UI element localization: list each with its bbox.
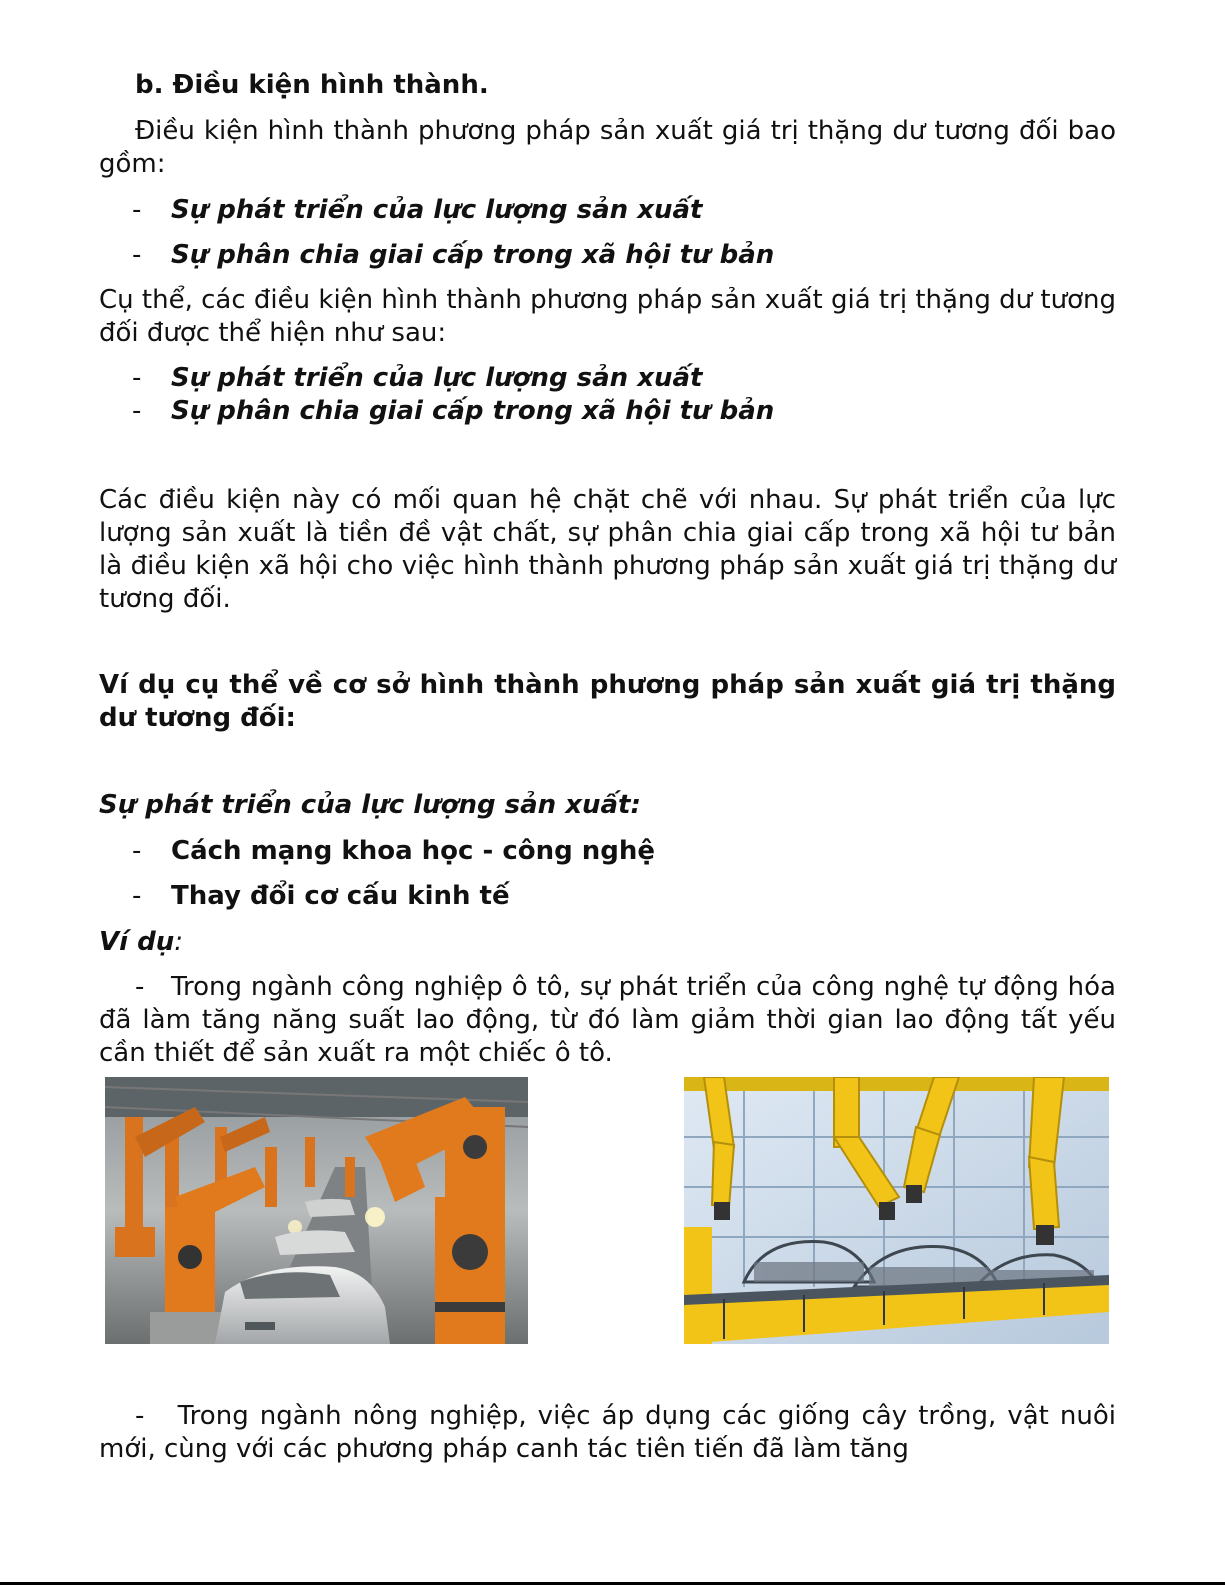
orange-robot-factory-image	[105, 1077, 528, 1344]
section-heading: b. Điều kiện hình thành.	[135, 70, 489, 100]
yellow-robot-assembly-image	[684, 1077, 1109, 1344]
orange-robot-factory-illustration	[105, 1077, 528, 1344]
bullet-dash: -	[132, 195, 142, 225]
example-text: Trong ngành công nghiệp ô tô, sự phát triển của công nghệ tự động hóa đã làm tăng năng suất lao động, từ đó làm giảm thời gian lao động tất yếu cần thiết để sản xuất ra một chiếc ô tô.	[99, 972, 1116, 1068]
detail-paragraph: Cụ thể, các điều kiện hình thành phương pháp sản xuất giá trị thặng dư tương đối được thể hiện như sau:	[99, 285, 1116, 348]
intro-paragraph: Điều kiện hình thành phương pháp sản xuất giá trị thặng dư tương đối bao gồm:	[99, 116, 1116, 179]
example-paragraph-automotive	[99, 971, 1116, 1070]
bullet-dash: -	[132, 363, 142, 393]
relation-paragraph: Các điều kiện này có mối quan hệ chặt chẽ với nhau. Sự phát triển của lực lượng sản xuất là tiền đề vật chất, sự phân chia giai cấp trong xã hội tư bản là điều kiện xã hội cho việc hình thành phương pháp sản xuất giá trị thặng dư tương đối.	[99, 485, 1116, 614]
bullet-dash: -	[135, 972, 145, 1002]
yellow-robot-assembly-illustration	[684, 1077, 1109, 1344]
list-item-text: Sự phát triển của lực lượng sản xuất	[171, 195, 703, 225]
list-item-text: Thay đổi cơ cấu kinh tế	[171, 881, 510, 911]
example-paragraph-agriculture	[99, 1400, 1116, 1466]
list-item-text: Sự phân chia giai cấp trong xã hội tư bản	[171, 240, 775, 270]
list-item-text: Sự phân chia giai cấp trong xã hội tư bản	[171, 396, 775, 426]
list-item-text: Sự phát triển của lực lượng sản xuất	[171, 363, 703, 393]
example-text: Trong ngành nông nghiệp, việc áp dụng các giống cây trồng, vật nuôi mới, cùng với các phương pháp canh tác tiên tiến đã làm tăng	[99, 1401, 1116, 1464]
subheading: Sự phát triển của lực lượng sản xuất:	[99, 790, 641, 820]
example-label-colon: :	[174, 927, 183, 957]
bullet-dash: -	[132, 240, 142, 270]
bullet-dash: -	[132, 836, 142, 866]
bullet-dash: -	[132, 881, 142, 911]
example-label-text: Ví dụ	[99, 927, 175, 957]
bullet-dash: -	[132, 396, 142, 426]
bullet-dash: -	[135, 1401, 145, 1431]
example-heading: Ví dụ cụ thể về cơ sở hình thành phương pháp sản xuất giá trị thặng dư tương đối:	[99, 670, 1116, 733]
example-label	[99, 926, 1116, 959]
list-item-text: Cách mạng khoa học - công nghệ	[171, 836, 656, 866]
